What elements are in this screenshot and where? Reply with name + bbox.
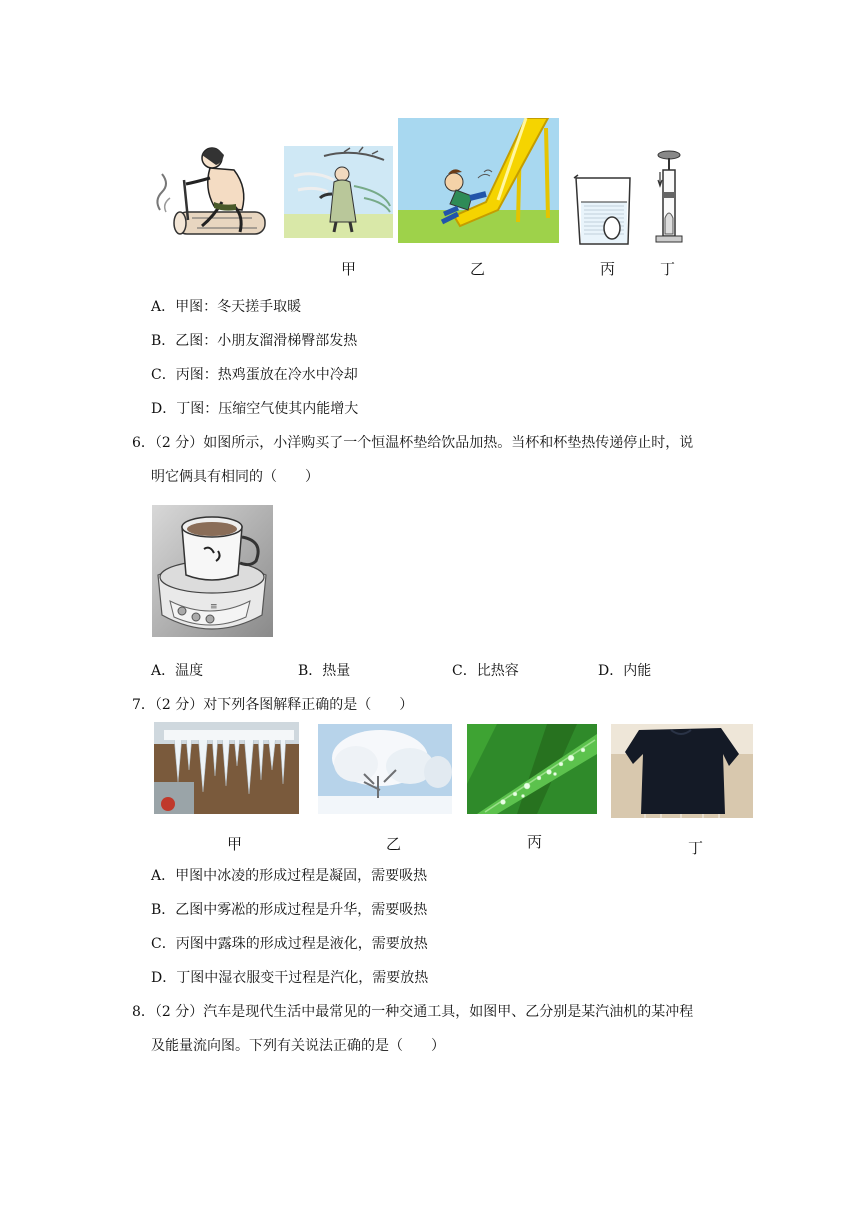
q6-option-d[interactable]: D．内能 bbox=[598, 663, 652, 679]
q5-option-c[interactable]: C．丙图：热鸡蛋放在冷水中冷却 bbox=[151, 367, 358, 383]
q7-figure-label-yi: 乙 bbox=[386, 835, 402, 853]
figure-rime-frost-tree bbox=[318, 724, 452, 814]
figure-cup-on-warming-coaster bbox=[152, 505, 273, 637]
figure-child-on-slide bbox=[398, 118, 559, 243]
q5-figure-label-yi: 乙 bbox=[470, 260, 486, 278]
q7-option-b[interactable]: B．乙图中雾凇的形成过程是升华，需要吸热 bbox=[151, 902, 428, 918]
q5-figure-label-jia: 甲 bbox=[341, 260, 357, 278]
q6-option-a[interactable]: A．温度 bbox=[151, 663, 204, 679]
q6-option-b[interactable]: B．热量 bbox=[298, 663, 351, 679]
figure-wet-clothes-drying bbox=[611, 724, 753, 818]
q6-option-c[interactable]: C．比热容 bbox=[452, 663, 519, 679]
q5-option-a[interactable]: A．甲图：冬天搓手取暖 bbox=[151, 299, 302, 315]
q7-option-d[interactable]: D．丁图中湿衣服变干过程是汽化，需要放热 bbox=[151, 970, 429, 986]
q5-figure-label-bing: 丙 bbox=[600, 260, 616, 278]
q8-stem-line-2: 及能量流向图。下列有关说法正确的是（ ） bbox=[151, 1038, 445, 1054]
q6-stem-line-2: 明它俩具有相同的（ ） bbox=[151, 469, 319, 485]
q8-stem-line-1: 8．（2 分）汽车是现代生活中最常见的一种交通工具，如图甲、乙分别是某汽油机的某冲程 bbox=[132, 1004, 694, 1020]
figure-beaker-with-egg bbox=[572, 172, 636, 246]
q7-figure-label-bing: 丙 bbox=[527, 833, 543, 851]
figure-caveman-drilling-fire bbox=[152, 140, 272, 245]
q5-figure-label-ding: 丁 bbox=[660, 260, 676, 278]
q6-stem-line-1: 6．（2 分）如图所示，小洋购买了一个恒温杯垫给饮品加热。当杯和杯垫热传递停止时，说 bbox=[132, 435, 694, 451]
q7-option-a[interactable]: A．甲图中冰凌的形成过程是凝固，需要吸热 bbox=[151, 868, 428, 884]
figure-person-rubbing-hands-winter bbox=[284, 146, 393, 238]
q7-option-c[interactable]: C．丙图中露珠的形成过程是液化，需要放热 bbox=[151, 936, 428, 952]
figure-air-compression-syringe bbox=[652, 148, 686, 246]
q5-option-b[interactable]: B．乙图：小朋友溜滑梯臀部发热 bbox=[151, 333, 358, 349]
q7-figure-label-jia: 甲 bbox=[227, 835, 243, 853]
q7-figure-label-ding: 丁 bbox=[688, 839, 704, 857]
figure-dew-drops-on-grass bbox=[467, 724, 597, 814]
figure-icicles bbox=[154, 722, 299, 814]
coaster-display: ≡ bbox=[210, 602, 218, 612]
q7-stem-line-1: 7．（2 分）对下列各图解释正确的是（ ） bbox=[132, 697, 414, 713]
q5-option-d[interactable]: D．丁图：压缩空气使其内能增大 bbox=[151, 401, 359, 417]
